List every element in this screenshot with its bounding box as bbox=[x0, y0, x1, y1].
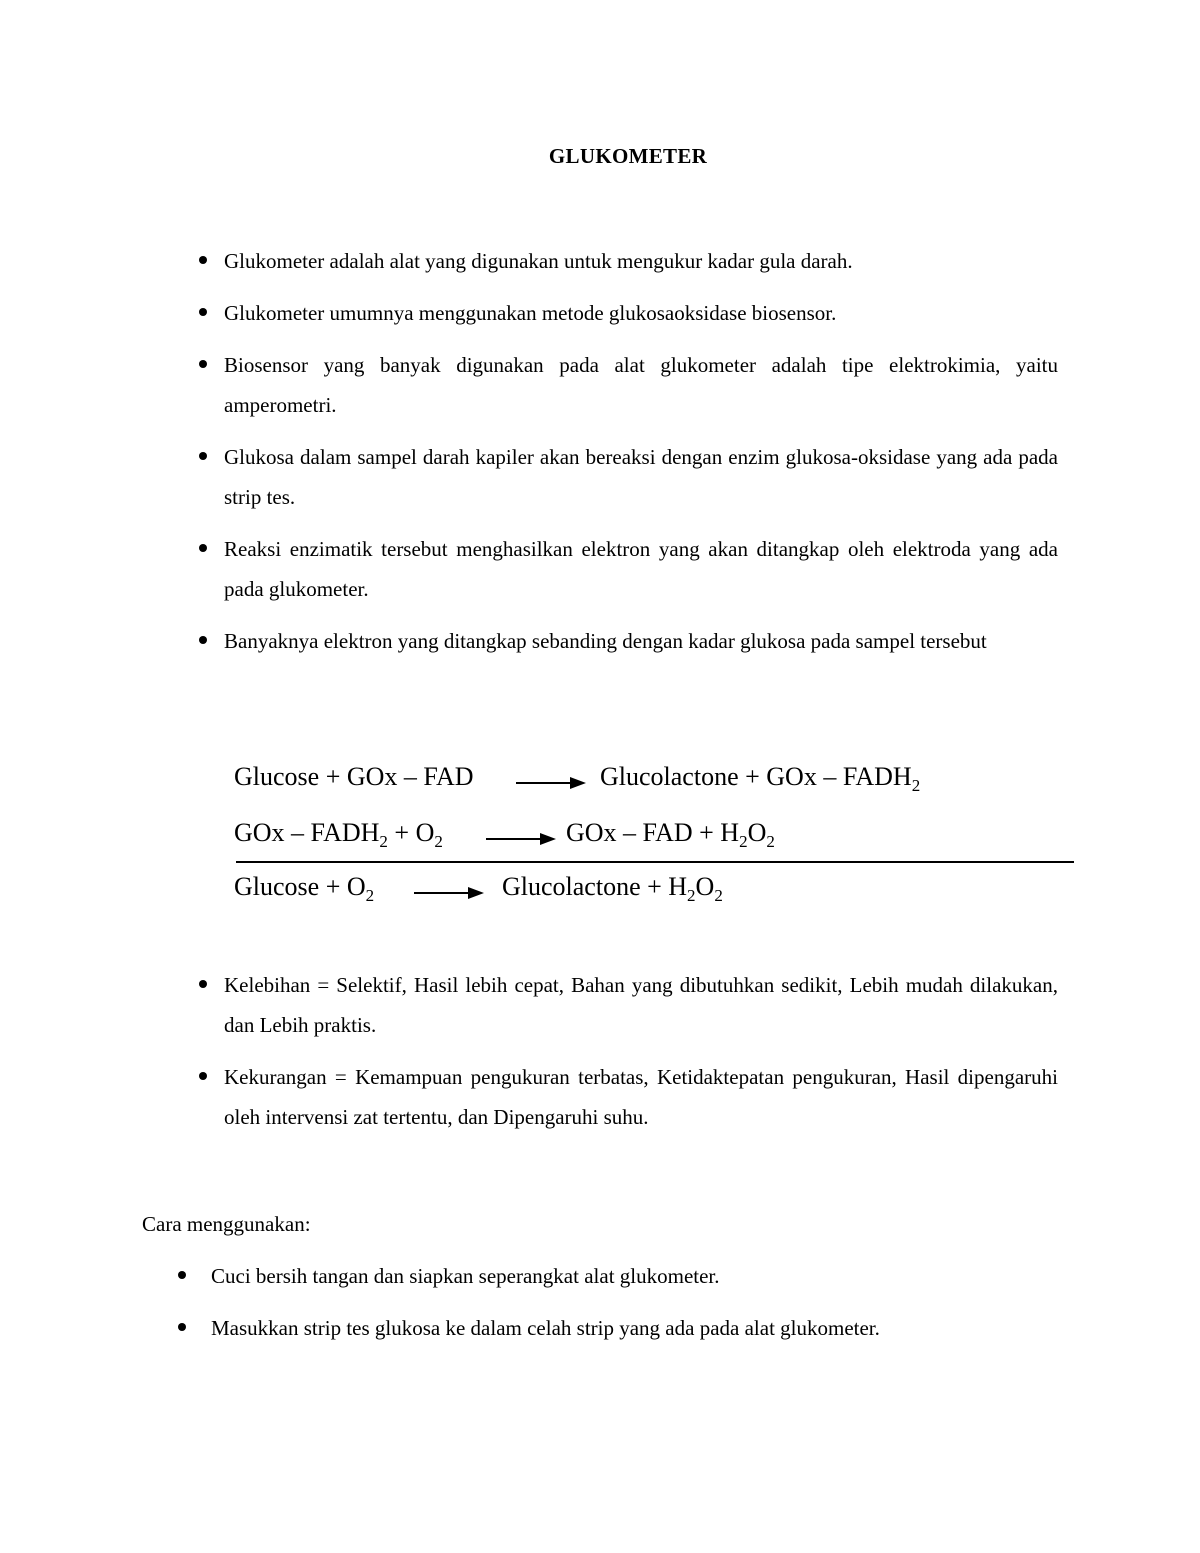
bullet-icon bbox=[199, 544, 207, 552]
list-item-text: Reaksi enzimatik tersebut menghasilkan elektron yang akan ditangkap oleh elektroda yang ada pada glukometer. bbox=[224, 537, 1058, 601]
reaction-2-rhs bbox=[566, 818, 775, 852]
subscript: 2 bbox=[434, 832, 443, 852]
subscript: 2 bbox=[911, 776, 921, 796]
list-item-text: Kekurangan = Kemampuan pengukuran terbatas, Ketidaktepatan pengukuran, Hasil dipengaruhi oleh intervensi zat tertentu, dan Dipengaruhi suhu. bbox=[224, 1065, 1058, 1129]
page-title: GLUKOMETER bbox=[548, 144, 708, 168]
reaction-equation-2 bbox=[234, 818, 1074, 858]
subscript: 2 bbox=[687, 886, 696, 906]
subscript: 2 bbox=[379, 832, 388, 852]
reaction-1-lhs: Glucose + GOx – FAD bbox=[234, 762, 474, 791]
reaction-equation-3 bbox=[234, 872, 1074, 912]
bullet-icon bbox=[199, 452, 207, 460]
reaction-3-rhs bbox=[502, 872, 723, 906]
bullet-list-main bbox=[224, 241, 1058, 673]
subscript: 2 bbox=[714, 886, 723, 906]
reaction-equations bbox=[234, 752, 1074, 912]
arrow-right-icon bbox=[486, 832, 556, 846]
list-item-text: Glukometer umumnya menggunakan metode glukosaoksidase biosensor. bbox=[224, 301, 837, 325]
reaction-divider bbox=[236, 861, 1074, 863]
list-item bbox=[211, 1308, 1071, 1348]
reaction-3-lhs-text: Glucose + O bbox=[234, 872, 366, 901]
reaction-3-lhs bbox=[234, 872, 374, 906]
list-item-text: Masukkan strip tes glukosa ke dalam celah strip yang ada pada alat glukometer. bbox=[211, 1316, 880, 1340]
list-item bbox=[224, 965, 1058, 1045]
reaction-1-rhs bbox=[600, 762, 920, 796]
reaction-2-rhs-text: GOx – FAD + H bbox=[566, 818, 740, 847]
bullet-icon bbox=[199, 256, 207, 264]
list-item bbox=[224, 621, 1058, 661]
bullet-icon bbox=[199, 308, 207, 316]
bullet-icon bbox=[199, 1072, 207, 1080]
list-item-text: Biosensor yang banyak digunakan pada alat glukometer adalah tipe elektrokimia, yaitu amperometri. bbox=[224, 353, 1058, 417]
reaction-2-rhs-mid: O bbox=[747, 818, 767, 847]
reaction-2-lhs-text: GOx – FADH bbox=[234, 818, 380, 847]
list-item bbox=[211, 1256, 1071, 1296]
reaction-1-rhs-text: Glucolactone + GOx – FADH bbox=[600, 762, 912, 791]
arrow-right-icon bbox=[516, 776, 586, 790]
bullet-list-steps bbox=[211, 1256, 1071, 1360]
bullet-icon bbox=[199, 636, 207, 644]
arrow-right-icon bbox=[414, 886, 484, 900]
bullet-icon bbox=[199, 360, 207, 368]
list-item-text: Glukometer adalah alat yang digunakan untuk mengukur kadar gula darah. bbox=[224, 249, 853, 273]
reaction-3-rhs-text: Glucolactone + H bbox=[502, 872, 688, 901]
subscript: 2 bbox=[739, 832, 748, 852]
reaction-2-lhs bbox=[234, 818, 443, 852]
subscript: 2 bbox=[766, 832, 775, 852]
reaction-2-lhs-mid: + O bbox=[387, 818, 435, 847]
bullet-icon bbox=[199, 980, 207, 988]
list-item bbox=[224, 437, 1058, 517]
list-item bbox=[224, 529, 1058, 609]
list-item bbox=[224, 345, 1058, 425]
list-item bbox=[224, 241, 1058, 281]
steps-heading: Cara menggunakan: bbox=[142, 1212, 311, 1236]
list-item bbox=[224, 293, 1058, 333]
list-item-text: Banyaknya elektron yang ditangkap sebanding dengan kadar glukosa pada sampel tersebut bbox=[224, 629, 987, 653]
list-item-text: Kelebihan = Selektif, Hasil lebih cepat, Bahan yang dibutuhkan sedikit, Lebih mudah dilakukan, dan Lebih praktis. bbox=[224, 973, 1058, 1037]
bullet-icon bbox=[178, 1323, 186, 1331]
list-item-text: Cuci bersih tangan dan siapkan seperangkat alat glukometer. bbox=[211, 1264, 720, 1288]
subscript: 2 bbox=[365, 886, 375, 906]
reaction-3-rhs-mid: O bbox=[695, 872, 715, 901]
bullet-list-pros-cons bbox=[224, 965, 1058, 1149]
bullet-icon bbox=[178, 1271, 186, 1279]
list-item-text: Glukosa dalam sampel darah kapiler akan bereaksi dengan enzim glukosa-oksidase yang ada pada strip tes. bbox=[224, 445, 1058, 509]
reaction-equation-1 bbox=[234, 762, 1074, 802]
list-item bbox=[224, 1057, 1058, 1137]
